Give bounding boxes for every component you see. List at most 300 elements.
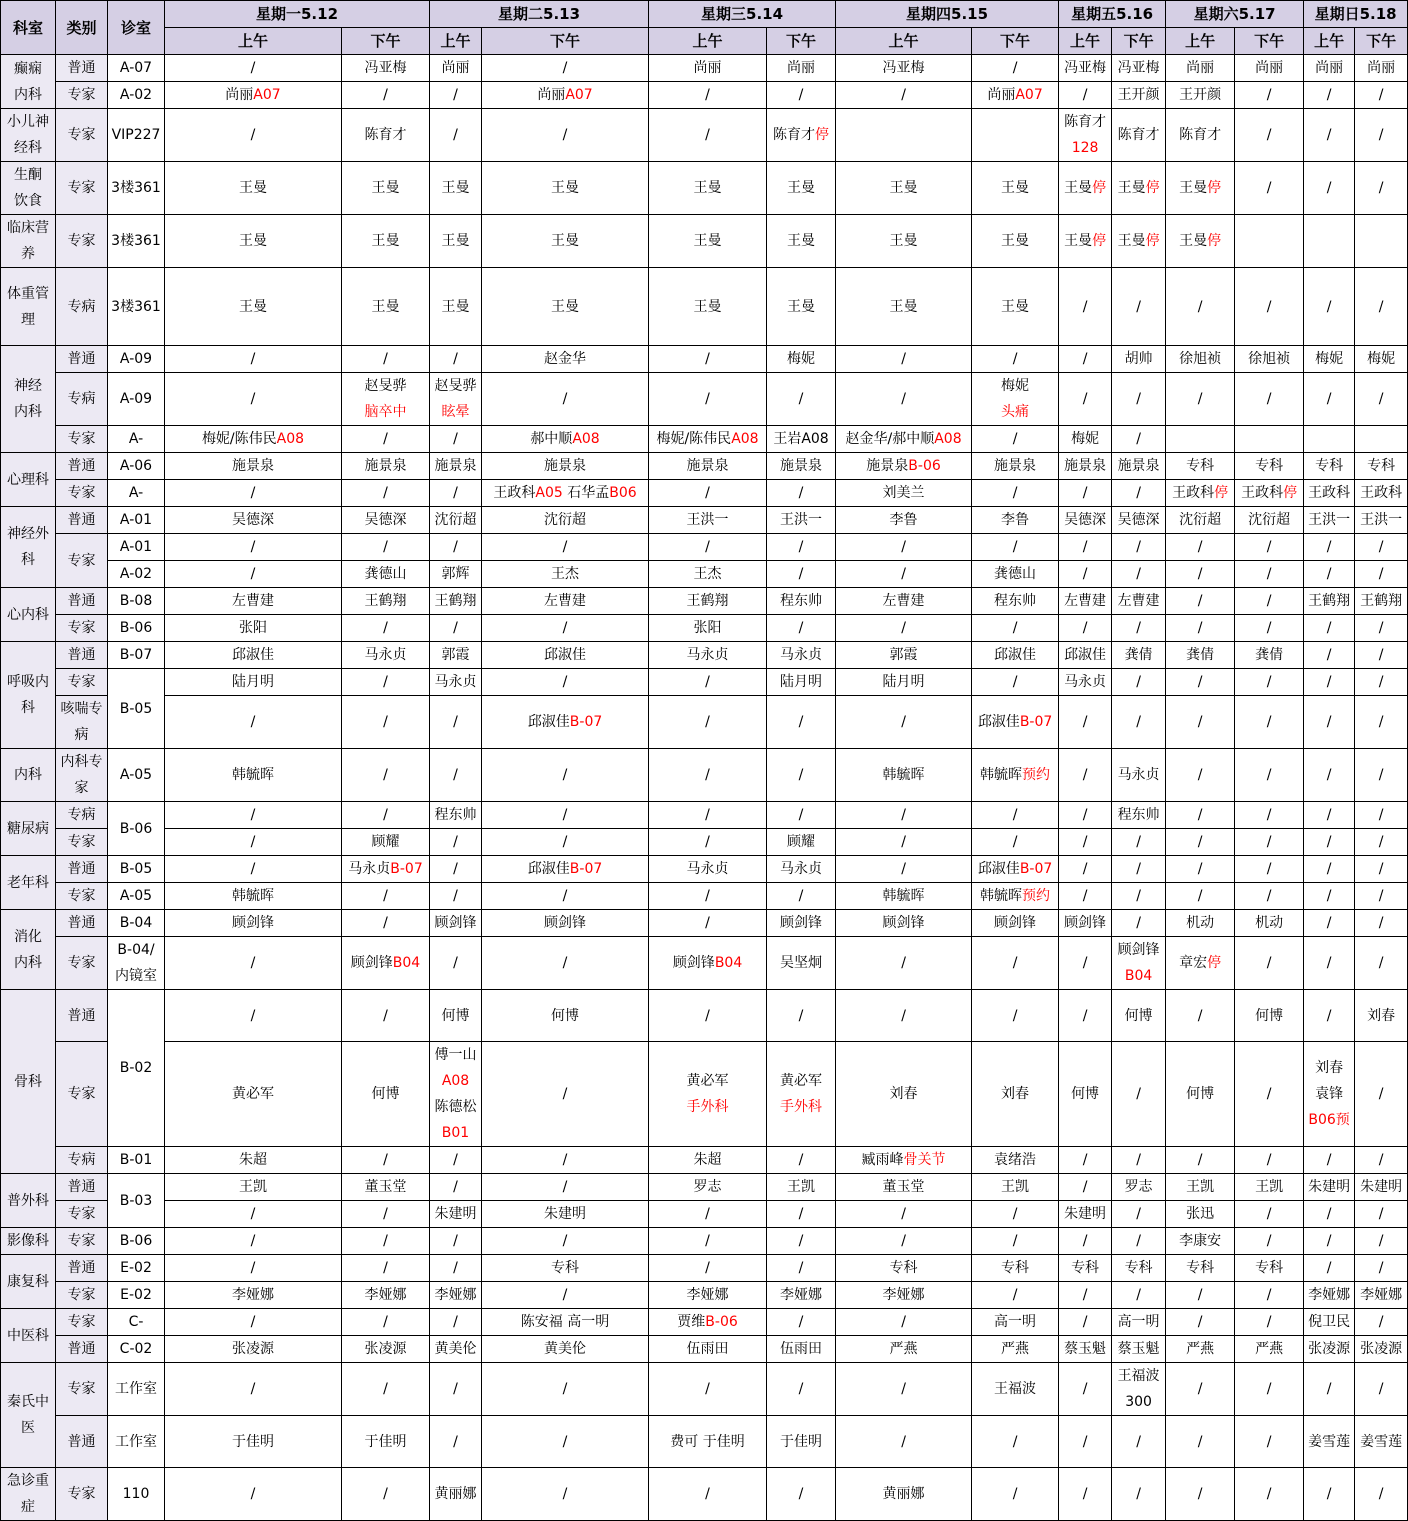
- schedule-cell: 朱超: [649, 1147, 767, 1174]
- schedule-cell: /: [1304, 268, 1355, 346]
- schedule-cell: /: [1166, 373, 1235, 426]
- schedule-cell: [972, 373, 1059, 426]
- category-cell: 普通: [56, 507, 108, 534]
- schedule-cell: 陆月明: [767, 669, 836, 696]
- schedule-cell: /: [1059, 82, 1112, 109]
- category-cell: 专家: [56, 1228, 108, 1255]
- category-cell: 专家: [56, 215, 108, 268]
- header-am: 上午: [165, 28, 342, 55]
- schedule-cell: /: [1059, 883, 1112, 910]
- schedule-cell: /: [972, 669, 1059, 696]
- schedule-cell: 朱超: [165, 1147, 342, 1174]
- schedule-cell: 王曼: [972, 162, 1059, 215]
- schedule-cell: 专科: [1059, 1255, 1112, 1282]
- highlight-note: 骨关节: [903, 1152, 946, 1168]
- schedule-cell: 吴德深: [165, 507, 342, 534]
- dept-cell: 心内科: [1, 588, 56, 642]
- table-row: [1, 1282, 1408, 1309]
- schedule-cell: 王曼: [482, 268, 649, 346]
- room-cell: A-01: [108, 507, 165, 534]
- schedule-cell: 王曼: [482, 162, 649, 215]
- schedule-cell: /: [430, 829, 482, 856]
- schedule-cell: /: [165, 696, 342, 749]
- header-pm: 下午: [482, 28, 649, 55]
- schedule-cell: /: [482, 55, 649, 82]
- schedule-cell: /: [1059, 480, 1112, 507]
- schedule-cell: /: [1235, 937, 1304, 990]
- schedule-cell: /: [1059, 1228, 1112, 1255]
- doctor-name: 梅妮/陈伟民: [656, 431, 732, 447]
- table-row: [1, 1042, 1408, 1147]
- schedule-cell: 程东帅: [430, 802, 482, 829]
- schedule-cell: /: [972, 937, 1059, 990]
- schedule-cell: /: [1166, 588, 1235, 615]
- highlight-note: A08: [731, 431, 759, 447]
- schedule-cell: /: [482, 1363, 649, 1416]
- schedule-cell: 李娅娜: [430, 1282, 482, 1309]
- schedule-cell: 于佳明: [767, 1416, 836, 1468]
- room-cell: B-04: [108, 910, 165, 937]
- schedule-cell: /: [165, 373, 342, 426]
- category-cell: 专病: [56, 373, 108, 426]
- schedule-cell: /: [767, 749, 836, 802]
- room-cell: B-04/ 内镜室: [108, 937, 165, 990]
- schedule-cell: /: [1166, 669, 1235, 696]
- category-cell: 普通: [56, 1174, 108, 1201]
- schedule-cell: 施景泉: [1112, 453, 1166, 480]
- dept-cell: 内科: [1, 749, 56, 802]
- table-row: [1, 561, 1408, 588]
- doctor-name: 王曼: [1117, 180, 1146, 196]
- schedule-cell: /: [1304, 1201, 1355, 1228]
- schedule-cell: /: [972, 346, 1059, 373]
- schedule-cell: 王岩A08: [767, 426, 836, 453]
- schedule-cell: 严燕: [1235, 1336, 1304, 1363]
- schedule-cell: /: [1304, 1363, 1355, 1416]
- schedule-cell: [767, 1042, 836, 1147]
- schedule-cell: [836, 453, 972, 480]
- schedule-cell: /: [1235, 1363, 1304, 1416]
- highlight-note: A08: [934, 431, 962, 447]
- highlight-note: A08: [276, 431, 305, 447]
- schedule-cell: /: [767, 82, 836, 109]
- schedule-cell: /: [430, 1416, 482, 1468]
- schedule-cell: /: [972, 1416, 1059, 1468]
- schedule-cell: 沈衍超: [430, 507, 482, 534]
- schedule-cell: /: [1304, 937, 1355, 990]
- dept-cell: 心理科: [1, 453, 56, 507]
- schedule-cell: /: [1059, 1468, 1112, 1521]
- schedule-cell: /: [1112, 534, 1166, 561]
- schedule-cell: 王凯: [1235, 1174, 1304, 1201]
- schedule-cell: /: [836, 1309, 972, 1336]
- schedule-cell: /: [1059, 856, 1112, 883]
- table-row: [1, 268, 1408, 346]
- category-cell: 专家: [56, 1309, 108, 1336]
- category-cell: 专家: [56, 109, 108, 162]
- doctor-name: 王曼: [1064, 180, 1093, 196]
- schedule-cell: /: [165, 1255, 342, 1282]
- schedule-cell: 王鹤翔: [649, 588, 767, 615]
- schedule-cell: 程东帅: [972, 588, 1059, 615]
- schedule-cell: 姜雪莲: [1355, 1416, 1408, 1468]
- highlight-note: B01: [441, 1125, 470, 1141]
- schedule-cell: /: [836, 373, 972, 426]
- schedule-cell: /: [165, 990, 342, 1042]
- schedule-cell: /: [1166, 802, 1235, 829]
- schedule-cell: 黄美伦: [482, 1336, 649, 1363]
- schedule-cell: /: [1235, 109, 1304, 162]
- doctor-name: 顾剑锋: [350, 955, 393, 971]
- schedule-cell: 韩毓晖: [836, 883, 972, 910]
- schedule-cell: 王曼: [972, 215, 1059, 268]
- schedule-cell: /: [165, 1228, 342, 1255]
- schedule-cell: /: [1235, 883, 1304, 910]
- schedule-cell: 梅妮: [767, 346, 836, 373]
- schedule-cell: /: [1112, 373, 1166, 426]
- category-cell: 普通: [56, 453, 108, 480]
- schedule-cell: /: [1112, 883, 1166, 910]
- schedule-cell: /: [1235, 373, 1304, 426]
- schedule-cell: /: [1304, 696, 1355, 749]
- schedule-cell: /: [836, 1201, 972, 1228]
- category-cell: 专家: [56, 1201, 108, 1228]
- schedule-cell: 费可 于佳明: [649, 1416, 767, 1468]
- schedule-cell: /: [1059, 990, 1112, 1042]
- doctor-name: 黄必军: [686, 1073, 729, 1089]
- schedule-cell: 张阳: [165, 615, 342, 642]
- schedule-cell: 王凯: [972, 1174, 1059, 1201]
- doctor-name: 王政科: [1241, 485, 1284, 501]
- schedule-cell: /: [1355, 561, 1408, 588]
- category-cell: 普通: [56, 55, 108, 82]
- schedule-cell: [482, 856, 649, 883]
- schedule-cell: 于佳明: [165, 1416, 342, 1468]
- schedule-cell: /: [1112, 480, 1166, 507]
- schedule-cell: /: [1166, 829, 1235, 856]
- schedule-cell: [649, 937, 767, 990]
- schedule-cell: [1059, 162, 1112, 215]
- category-cell: 专家: [56, 534, 108, 588]
- dept-cell: 小儿神 经科: [1, 109, 56, 162]
- schedule-cell: /: [342, 346, 430, 373]
- table-row: [1, 453, 1408, 480]
- schedule-cell: /: [1304, 1147, 1355, 1174]
- header-am: 上午: [1304, 28, 1355, 55]
- schedule-cell: /: [165, 1468, 342, 1521]
- room-cell: A-05: [108, 749, 165, 802]
- category-cell: 专病: [56, 802, 108, 829]
- schedule-cell: /: [1235, 1201, 1304, 1228]
- schedule-cell: 李娅娜: [767, 1282, 836, 1309]
- doctor-name: 尚丽: [987, 87, 1016, 103]
- highlight-note: 停: [1207, 955, 1222, 971]
- schedule-cell: /: [1059, 1416, 1112, 1468]
- schedule-cell: 王洪一: [1355, 507, 1408, 534]
- schedule-cell: 马永贞: [649, 856, 767, 883]
- schedule-cell: /: [1112, 426, 1166, 453]
- schedule-cell: 王鹤翔: [1355, 588, 1408, 615]
- room-cell: A-07: [108, 55, 165, 82]
- room-cell: B-06: [108, 1228, 165, 1255]
- schedule-cell: /: [767, 1147, 836, 1174]
- room-cell: A-06: [108, 453, 165, 480]
- header-pm: 下午: [767, 28, 836, 55]
- schedule-cell: /: [430, 534, 482, 561]
- schedule-cell: /: [1166, 990, 1235, 1042]
- schedule-cell: 沈衍超: [1235, 507, 1304, 534]
- highlight-note: A07: [253, 87, 281, 103]
- schedule-cell: [1235, 480, 1304, 507]
- schedule-cell: /: [1304, 883, 1355, 910]
- schedule-cell: [482, 82, 649, 109]
- schedule-cell: /: [972, 829, 1059, 856]
- schedule-cell: /: [1355, 937, 1408, 990]
- dept-cell: 呼吸内 科: [1, 642, 56, 749]
- schedule-cell: 何博: [342, 1042, 430, 1147]
- schedule-cell: /: [165, 109, 342, 162]
- schedule-cell: 尚丽: [1355, 55, 1408, 82]
- schedule-cell: 马永贞: [430, 669, 482, 696]
- schedule-cell: 专科: [1235, 1255, 1304, 1282]
- schedule-cell: /: [1166, 1147, 1235, 1174]
- category-cell: 咳喘专 病: [56, 696, 108, 749]
- table-row: [1, 1228, 1408, 1255]
- room-cell: B-07: [108, 642, 165, 669]
- schedule-cell: 罗志: [649, 1174, 767, 1201]
- schedule-cell: 顾剑锋: [1059, 910, 1112, 937]
- schedule-cell: 王政科: [1355, 480, 1408, 507]
- schedule-cell: 机动: [1235, 910, 1304, 937]
- schedule-cell: 朱建明: [1304, 1174, 1355, 1201]
- room-cell: A-: [108, 480, 165, 507]
- schedule-cell: 徐旭祯: [1235, 346, 1304, 373]
- schedule-cell: 顾剑锋: [836, 910, 972, 937]
- category-cell: 普通: [56, 346, 108, 373]
- schedule-cell: 王曼: [342, 268, 430, 346]
- schedule-cell: 黄美伦: [430, 1336, 482, 1363]
- schedule-cell: [649, 426, 767, 453]
- schedule-cell: 顾剑锋: [972, 910, 1059, 937]
- schedule-cell: /: [482, 883, 649, 910]
- schedule-cell: 刘春: [836, 1042, 972, 1147]
- header-day-thu: 星期四5.15: [836, 1, 1059, 28]
- schedule-cell: 专科: [972, 1255, 1059, 1282]
- schedule-cell: /: [165, 856, 342, 883]
- doctor-name: 黄必军: [780, 1073, 823, 1089]
- schedule-cell: /: [342, 1363, 430, 1416]
- room-cell: B-06: [108, 802, 165, 856]
- schedule-cell: /: [836, 561, 972, 588]
- schedule-cell: /: [1112, 669, 1166, 696]
- highlight-note: 手外科: [686, 1099, 729, 1115]
- dept-cell: 秦氏中 医: [1, 1363, 56, 1468]
- schedule-cell: /: [767, 373, 836, 426]
- schedule-cell: 张凌源: [1355, 1336, 1408, 1363]
- category-cell: 专家: [56, 615, 108, 642]
- schedule-cell: 刘美兰: [836, 480, 972, 507]
- schedule-cell: /: [430, 426, 482, 453]
- highlight-note: 停: [1145, 233, 1160, 249]
- schedule-cell: 施景泉: [342, 453, 430, 480]
- schedule-cell: [649, 1309, 767, 1336]
- highlight-note: A07: [1015, 87, 1043, 103]
- doctor-name: 袁锋: [1315, 1086, 1344, 1102]
- schedule-cell: /: [1166, 856, 1235, 883]
- schedule-cell: /: [1355, 696, 1408, 749]
- dept-cell: 影像科: [1, 1228, 56, 1255]
- highlight-note: B-07: [390, 861, 423, 877]
- schedule-cell: /: [836, 696, 972, 749]
- schedule-cell: /: [342, 696, 430, 749]
- schedule-cell: 陈育才: [1166, 109, 1235, 162]
- schedule-cell: /: [767, 534, 836, 561]
- schedule-cell: 王曼: [342, 215, 430, 268]
- category-cell: 普通: [56, 910, 108, 937]
- schedule-cell: 龚倩: [1235, 642, 1304, 669]
- schedule-cell: /: [972, 1468, 1059, 1521]
- schedule-cell: /: [165, 1309, 342, 1336]
- highlight-note: B04: [714, 955, 743, 971]
- schedule-cell: /: [649, 1363, 767, 1416]
- dept-cell: 神经 内科: [1, 346, 56, 453]
- schedule-cell: [1059, 215, 1112, 268]
- doctor-name: 刘春: [1315, 1060, 1344, 1076]
- schedule-cell: [972, 109, 1059, 162]
- schedule-cell: [972, 749, 1059, 802]
- schedule-cell: 程东帅: [767, 588, 836, 615]
- schedule-cell: /: [430, 696, 482, 749]
- schedule-cell: 朱建明: [482, 1201, 649, 1228]
- header-pm: 下午: [342, 28, 430, 55]
- schedule-cell: 左曹建: [1059, 588, 1112, 615]
- room-cell: 工作室: [108, 1416, 165, 1468]
- schedule-cell: 倪卫民: [1304, 1309, 1355, 1336]
- schedule-cell: /: [482, 829, 649, 856]
- schedule-cell: 王曼: [767, 162, 836, 215]
- dept-cell: 癫痫 内科: [1, 55, 56, 109]
- schedule-cell: /: [482, 1468, 649, 1521]
- category-cell: 普通: [56, 1255, 108, 1282]
- schedule-cell: /: [649, 109, 767, 162]
- doctor-name: 王曼: [1064, 233, 1093, 249]
- schedule-cell: /: [1304, 561, 1355, 588]
- schedule-cell: /: [1166, 883, 1235, 910]
- table-row: [1, 1468, 1408, 1521]
- schedule-cell: 专科: [1166, 453, 1235, 480]
- schedule-cell: 王政科: [1304, 480, 1355, 507]
- schedule-cell: /: [1235, 561, 1304, 588]
- header-day-fri: 星期五5.16: [1059, 1, 1166, 28]
- category-cell: 专家: [56, 829, 108, 856]
- schedule-cell: /: [165, 55, 342, 82]
- schedule-cell: /: [1235, 802, 1304, 829]
- table-row: [1, 1255, 1408, 1282]
- schedule-cell: 王曼: [767, 215, 836, 268]
- dept-cell: 普外科: [1, 1174, 56, 1228]
- category-cell: 专家: [56, 883, 108, 910]
- schedule-cell: 施景泉: [1059, 453, 1112, 480]
- room-cell: B-05: [108, 856, 165, 883]
- schedule-cell: 尚丽: [767, 55, 836, 82]
- schedule-cell: /: [649, 910, 767, 937]
- room-cell: A-09: [108, 346, 165, 373]
- schedule-cell: [972, 82, 1059, 109]
- schedule-cell: 专科: [1355, 453, 1408, 480]
- doctor-name: 臧雨峰: [861, 1152, 904, 1168]
- header-room: 诊室: [108, 1, 165, 55]
- schedule-cell: /: [1235, 615, 1304, 642]
- schedule-cell: 冯亚梅: [342, 55, 430, 82]
- table-row: [1, 109, 1408, 162]
- schedule-cell: 梅妮: [1304, 346, 1355, 373]
- schedule-cell: /: [1059, 534, 1112, 561]
- schedule-cell: 顾耀: [342, 829, 430, 856]
- schedule-cell: /: [342, 480, 430, 507]
- category-cell: 普通: [56, 856, 108, 883]
- schedule-cell: /: [836, 82, 972, 109]
- schedule-cell: 陆月明: [165, 669, 342, 696]
- schedule-cell: /: [1355, 749, 1408, 802]
- header-day-tue: 星期二5.13: [430, 1, 649, 28]
- schedule-cell: 刘春: [1355, 990, 1408, 1042]
- schedule-cell: /: [1059, 346, 1112, 373]
- room-cell: C-: [108, 1309, 165, 1336]
- table-row: [1, 802, 1408, 829]
- doctor-name: 邱淑佳: [977, 861, 1020, 877]
- category-cell: 专家: [56, 480, 108, 507]
- table-row: [1, 1336, 1408, 1363]
- schedule-cell: [482, 480, 649, 507]
- schedule-cell: 严燕: [1166, 1336, 1235, 1363]
- schedule-cell: 王凯: [1166, 1174, 1235, 1201]
- category-cell: 专家: [56, 426, 108, 453]
- schedule-cell: [165, 82, 342, 109]
- schedule-cell: 王曼: [165, 268, 342, 346]
- schedule-cell: /: [649, 534, 767, 561]
- dept-cell: 生酮 饮食: [1, 162, 56, 215]
- highlight-note: 128: [1071, 140, 1099, 156]
- room-cell: A-: [108, 426, 165, 453]
- doctor-name: 马永贞: [348, 861, 391, 877]
- schedule-cell: /: [165, 534, 342, 561]
- schedule-cell: /: [1059, 829, 1112, 856]
- schedule-cell: /: [1235, 1042, 1304, 1147]
- schedule-cell: /: [1355, 669, 1408, 696]
- schedule-cell: /: [1166, 1363, 1235, 1416]
- schedule-cell: /: [1355, 1255, 1408, 1282]
- schedule-cell: 冯亚梅: [1059, 55, 1112, 82]
- schedule-cell: [767, 109, 836, 162]
- schedule-cell: 李娅娜: [1304, 1282, 1355, 1309]
- schedule-cell: 尚丽: [430, 55, 482, 82]
- schedule-cell: 姜雪莲: [1304, 1416, 1355, 1468]
- schedule-cell: [1355, 215, 1408, 268]
- schedule-cell: /: [1304, 109, 1355, 162]
- doctor-name: 邱淑佳: [527, 714, 570, 730]
- schedule-cell: /: [1166, 561, 1235, 588]
- schedule-cell: [1304, 426, 1355, 453]
- room-cell: A-05: [108, 883, 165, 910]
- schedule-cell: /: [649, 82, 767, 109]
- schedule-cell: /: [430, 1174, 482, 1201]
- schedule-cell: 程东帅: [1112, 802, 1166, 829]
- schedule-cell: /: [1112, 1416, 1166, 1468]
- doctor-name: 施景泉: [866, 458, 909, 474]
- table-row: [1, 1201, 1408, 1228]
- schedule-cell: /: [1355, 268, 1408, 346]
- schedule-cell: /: [649, 802, 767, 829]
